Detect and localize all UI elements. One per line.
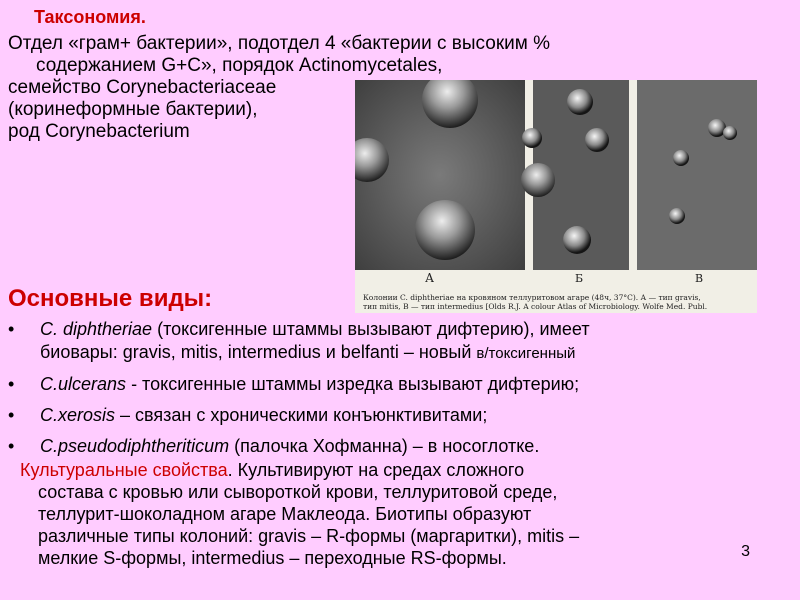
- colony: [673, 150, 689, 166]
- panel-label-b: Б: [575, 272, 584, 285]
- list-item: [8, 404, 788, 427]
- slide-title: Таксономия.: [34, 7, 146, 27]
- colony: [522, 128, 542, 148]
- culture-line-2: состава с кровью или сывороткой крови, теллуритовой среде,: [38, 482, 558, 502]
- list-item: [8, 373, 788, 396]
- species-desc: (палочка Хофманна) – в носоглотке.: [234, 436, 540, 456]
- bullet-icon: •: [8, 405, 15, 425]
- colony: [563, 226, 591, 254]
- colony: [521, 163, 555, 197]
- culture-label: Культуральные свойства: [20, 460, 228, 480]
- species-desc: - токсигенные штаммы изредка вызывают дифтерию;: [131, 374, 580, 394]
- colonies-figure: [355, 80, 757, 313]
- taxonomy-line-3: семейство Corynebacteriaceae: [8, 77, 277, 98]
- colony: [567, 89, 593, 115]
- caption-line-2: тип mitis, В — тип intermedius [Olds R.J. A colour Atlas of Microbiology. Wolfe Med. Publ.: [363, 302, 708, 311]
- culture-line-1-rest: . Культивируют на средах сложного: [227, 460, 525, 480]
- page-number: 3: [741, 543, 750, 560]
- culture-paragraph: [20, 459, 740, 569]
- culture-line-4: различные типы колоний: gravis – R-формы (маргаритки), mitis –: [38, 526, 580, 546]
- colony: [723, 126, 737, 140]
- colony: [415, 200, 475, 260]
- species-name: C. diphtheriae: [40, 319, 153, 339]
- taxonomy-line-5: род Corynebacterium: [8, 121, 190, 142]
- taxonomy-line-2: содержанием G+C», порядок Actinomycetales,: [36, 55, 443, 76]
- colonies-photo: [355, 80, 757, 285]
- species-name: C.ulcerans: [40, 374, 127, 394]
- bullet-icon: •: [8, 436, 15, 456]
- bullet-icon: •: [8, 319, 15, 339]
- species-desc: – связан с хроническими конъюнктивитами;: [120, 405, 488, 425]
- bullet-icon: •: [8, 374, 15, 394]
- taxonomy-line-4: (коринеформные бактерии),: [8, 99, 258, 120]
- species-desc: (токсигенные штаммы вызывают дифтерию), имеет: [157, 319, 590, 339]
- culture-line-1: [20, 459, 740, 481]
- panel-label-c: В: [695, 272, 704, 285]
- species-name: C.xerosis: [40, 405, 116, 425]
- list-item: [8, 318, 788, 365]
- figure-caption: [363, 293, 753, 311]
- culture-line-5: мелкие S-формы, intermedius – переходные RS-формы.: [38, 548, 507, 568]
- species-name: C.pseudodiphtheriticum: [40, 436, 230, 456]
- colony: [669, 208, 685, 224]
- species-desc-tail: в/токсигенный: [476, 345, 576, 362]
- species-heading: Основные виды:: [8, 285, 213, 312]
- list-item: [8, 435, 788, 458]
- species-list: [8, 318, 788, 466]
- colony: [585, 128, 609, 152]
- species-desc-cont: биовары: gravis, mitis, intermedius и belfanti – новый: [40, 342, 472, 362]
- taxonomy-line-1: Отдел «грам+ бактерии», подотдел 4 «бактерии с высоким %: [8, 33, 551, 54]
- caption-line-1: Колонии C. diphtheriae на кровяном теллуритовом агаре (48ч, 37°С). А — тип gravis,: [363, 293, 701, 302]
- panel-c: [637, 80, 757, 270]
- panel-label-a: А: [425, 271, 435, 285]
- culture-line-3: теллурит-шоколадном агаре Маклеода. Биотипы образуют: [38, 504, 532, 524]
